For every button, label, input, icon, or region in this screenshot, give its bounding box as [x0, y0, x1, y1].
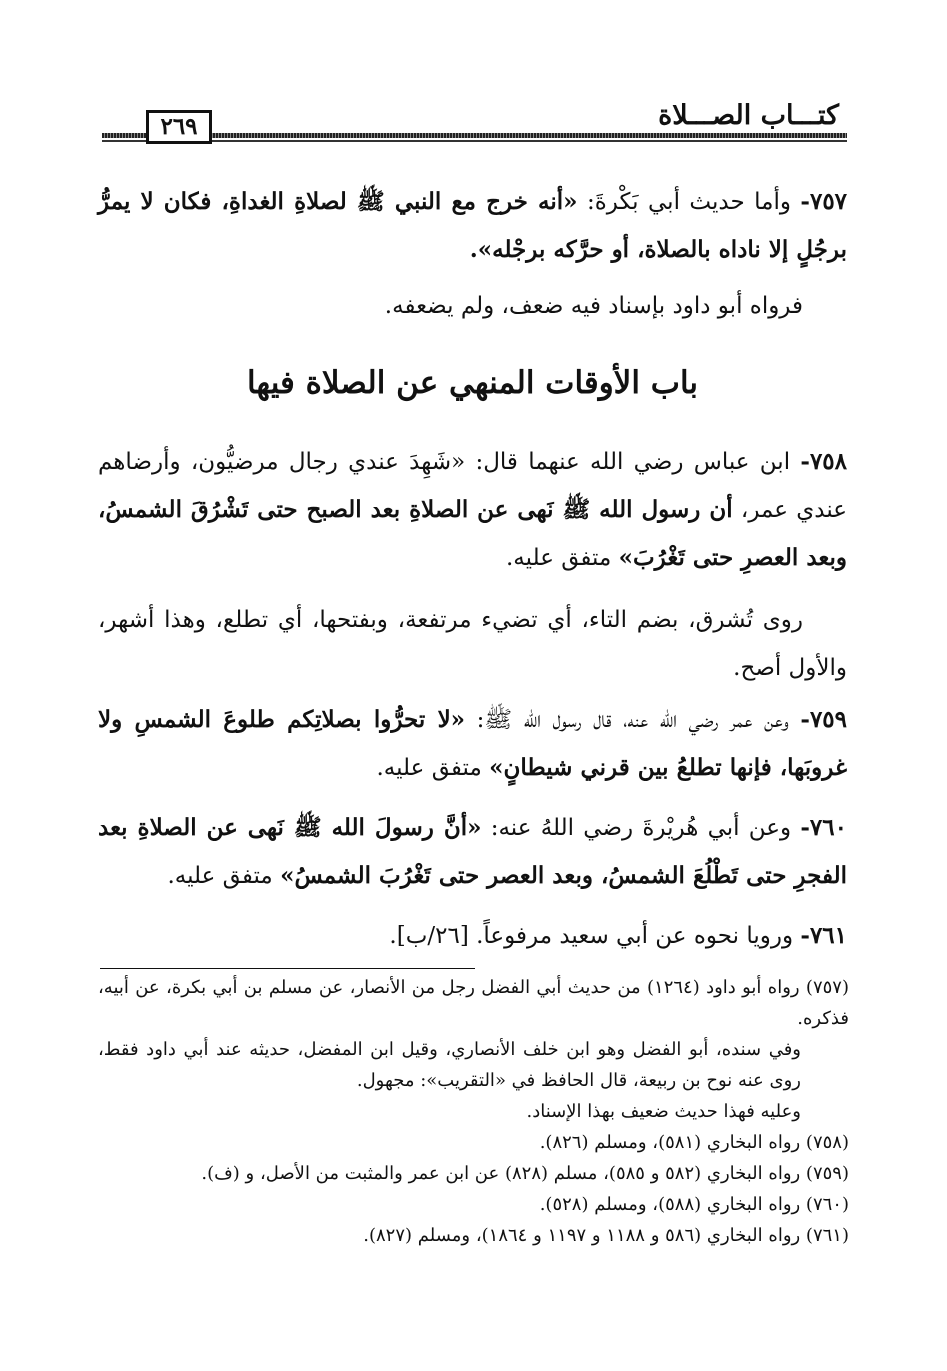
- entry-text: ورويا نحوه عن أبي سعيد مرفوعاً. [٢٦/ب].: [389, 923, 794, 949]
- entry-759-paragraph: [98, 696, 847, 792]
- entry-758: [98, 438, 847, 582]
- entry-intro: وعن أبي هُريْرةَ رضي اللهُ عنه:: [490, 815, 792, 841]
- header-rule: [102, 133, 847, 138]
- entry-intro: ابن عباس رضي الله عنهما قال: «شَهِدَ عندي رجال مرضيُّون، وأرضاهم عندي عمر،: [98, 449, 848, 523]
- footnote-757-commentary: وفي سنده، أبو الفضل وهو ابن خلف الأنصاري، وقيل ابن المفضل، حديثه عند أبي داود فقط، روى عنه نوح بن ربيعة، قال الحافظ في «التقريب»: مجهول.: [98, 1039, 801, 1091]
- takhrij-tail: متفق عليه.: [506, 545, 612, 571]
- takhrij-tail: متفق عليه.: [167, 863, 273, 889]
- hadith-text: «لا تحرُّوا بصلاتِكم طلوعَ الشمسِ ولا غروبَها، فإنها تطلعُ بين قرني شيطانٍ»: [98, 706, 847, 781]
- entry-number: ٧٥٧-: [800, 188, 848, 215]
- entry-757-paragraph: [98, 178, 847, 274]
- entry-761: [98, 912, 847, 960]
- entry-757: [98, 178, 847, 274]
- entry-760-paragraph: [98, 804, 847, 900]
- entry-757-note: [98, 282, 847, 330]
- header-rule-fine: [102, 140, 847, 142]
- footnote-757: (٧٥٧) رواه أبو داود (١٢٦٤) من حديث أبي الفضل رجل من الأنصار، عن مسلم بن أبي بكرة، عن أبيه، فذكره.: [98, 977, 849, 1029]
- entry-758-note: [98, 596, 847, 692]
- entry-number: ٧٥٩-: [800, 706, 847, 733]
- entry-number: ٧٦٠-: [800, 814, 847, 841]
- page-number: ٢٦٩: [146, 110, 212, 144]
- entry-758-paragraph: [98, 438, 847, 582]
- footnote-757-verdict: وعليه فهذا حديث ضعيف بهذا الإسناد.: [526, 1101, 801, 1122]
- footnote-761: (٧٦١) رواه البخاري (٥٨٦ و ١١٨٨ و ١١٩٧ و ١٨٦٤)، ومسلم (٨٢٧).: [363, 1225, 849, 1246]
- footnote-758: (٧٥٨) رواه البخاري (٥٨١)، ومسلم (٨٢٦).: [539, 1132, 849, 1153]
- section-heading: باب الأوقات المنهي عن الصلاة فيها: [246, 365, 699, 401]
- footnote-760: (٧٦٠) رواه البخاري (٥٨٨)، ومسلم (٥٢٨).: [539, 1194, 849, 1215]
- running-title: كتـــاب الصـــلاة: [658, 100, 839, 131]
- entry-intro: وأما حديث أبي بَكْرةَ:: [586, 189, 791, 215]
- hadith-text: «أنَّ رسولَ الله ﷺ نَهى عن الصلاةِ بعد الفجرِ حتى تَطْلُعَ الشمسُ، وبعد العصر حتى تَغْرُبَ الشمسُ»: [98, 814, 847, 889]
- hadith-text: «أنه خرج مع النبي ﷺ لصلاةِ الغداةِ، فكان لا يمرُّ برجُلٍ إلا ناداه بالصلاة، أو حرَّكه برجْله».: [98, 188, 847, 263]
- entry-761-paragraph: [98, 912, 847, 960]
- entry-intro: وعن عمر رضي الله عنه، قال رسول الله ﷺ:: [476, 707, 789, 733]
- entry-number: ٧٥٨-: [800, 448, 847, 475]
- note-text: روى تُشرق، بضم التاء، أي تضيء مرتفعة، وبفتحها، أي تطلع، وهذا أشهر، والأول أصح.: [98, 607, 847, 681]
- footnote-rule: [100, 968, 475, 969]
- entry-number: ٧٦١-: [800, 922, 847, 949]
- footnote-759: (٧٥٩) رواه البخاري (٥٨٢ و ٥٨٥)، مسلم (٨٢٨) عن ابن عمر والمثبت من الأصل، و (ف).: [201, 1163, 849, 1184]
- takhrij-tail: متفق عليه.: [376, 755, 482, 781]
- hadith-text: أن رسول الله ﷺ نَهى عن الصلاةِ بعد الصبح حتى تَشْرُقَ الشمسُ، وبعد العصرِ حتى تَغْرُبَ»: [98, 496, 847, 571]
- entry-759: [98, 696, 847, 792]
- note-text: فرواه أبو داود بإسناد فيه ضعف، ولم يضعفه.: [384, 293, 803, 319]
- entry-760: [98, 804, 847, 900]
- footnotes: [98, 972, 849, 1251]
